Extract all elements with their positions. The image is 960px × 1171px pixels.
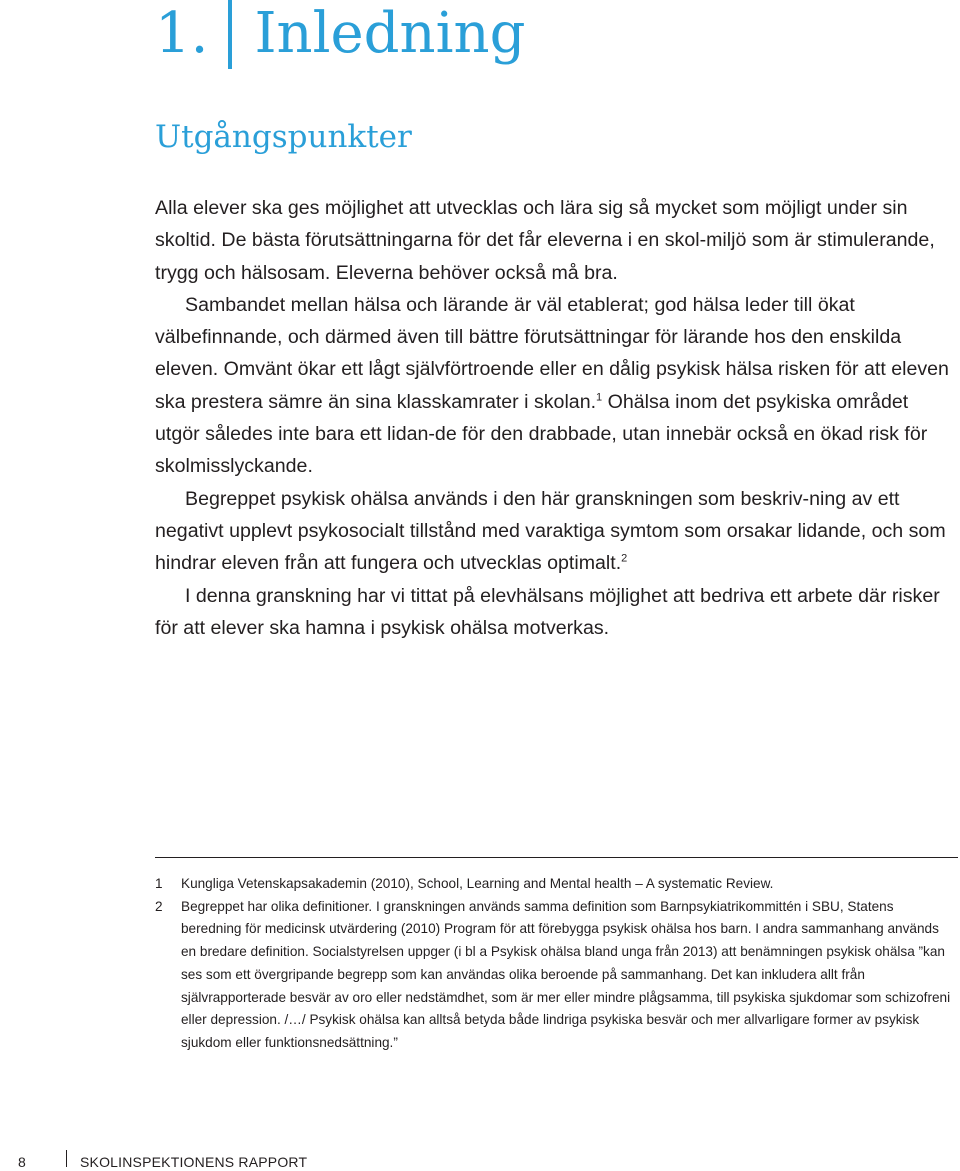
footnote bbox=[155, 873, 955, 896]
paragraph-text: Alla elever ska ges möjlighet att utvecklas och lära sig så mycket som möjligt under sin skoltid. De bästa förutsättningarna för det får eleverna i en skol-miljö som är stimulerande, trygg och hälsosam. Eleverna behöver också må bra. bbox=[155, 197, 935, 284]
paragraph-scope bbox=[155, 580, 955, 645]
paragraph-text: I denna granskning har vi tittat på elevhälsans möjlighet att bedriva ett arbete där risker för att elever ska hamna i psykisk ohälsa motverkas. bbox=[155, 584, 940, 639]
chapter-number: 1. bbox=[155, 1, 209, 66]
paragraph-text: Ohälsa inom det psykiska området utgör således inte bara ett lidan-de för den drabbade, utan innebär också en ökad risk för skolmisslyckande. bbox=[155, 390, 928, 478]
footnote-number: 2 bbox=[155, 898, 163, 914]
paragraph-health-learning bbox=[155, 289, 955, 483]
footnote-text: Begreppet har olika definitioner. I granskningen används samma definition som Barnpsykiatrikommittén i SBU, Statens beredning för medicinsk utvärdering (2010) Program för att förebygga psykisk ohälsa hos barn. I andra sammanhang används en bredare definition. Socialstyrelsen uppger (i bl a Psykisk ohälsa bland unga från 2013) att benämningen psykisk ohälsa ”kan ses som ett övergripande begrepp som kan användas olika beroende på sammanhang. Det kan inkludera allt från självrapporterade besvär av oro eller nedstämdhet, som är mer eller mindre plågsamma, till psykiska sjukdomar som schizofreni eller depression. /…/ Psykisk ohälsa kan alltså betyda både lindriga psykiska besvär och mer allvarligare former av psykisk sjukdom eller funktionsnedsättning.” bbox=[181, 898, 951, 1050]
chapter-heading bbox=[155, 0, 525, 73]
page-number: 8 bbox=[18, 1154, 26, 1170]
page-footer bbox=[0, 1150, 960, 1170]
footnote-ref[interactable]: 2 bbox=[621, 552, 628, 565]
paragraph-definition bbox=[155, 483, 955, 580]
footnote bbox=[155, 896, 955, 1055]
chapter-title: Inledning bbox=[254, 1, 526, 66]
report-title: SKOLINSPEKTIONENS RAPPORT bbox=[80, 1154, 308, 1170]
section-heading: Utgångspunkter bbox=[155, 119, 412, 155]
footnote-separator bbox=[155, 857, 958, 858]
paragraph-intro bbox=[155, 192, 955, 289]
footnote-text: Kungliga Vetenskapsakademin (2010), School, Learning and Mental health – A systematic Review. bbox=[181, 876, 774, 891]
paragraph-text: Sambandet mellan hälsa och lärande är väl etablerat; god hälsa leder till ökat välbefinnande, och därmed även till bättre förutsättningar för lärande hos den enskilda eleven. Omvänt ökar ett lågt självförtroende eller en dålig psykisk hälsa risken för att eleven ska prestera sämre än sina klasskamrater i skolan. bbox=[155, 293, 949, 413]
footnote-number: 1 bbox=[155, 876, 163, 891]
paragraph-text: Begreppet psykisk ohälsa används i den här granskningen som beskriv-ning av ett negativt upplevt psykosocialt tillstånd med varaktiga symtom som orsakar lidande, och som hindrar eleven från att fungera och utvecklas optimalt. bbox=[155, 487, 946, 575]
footnote-ref[interactable]: 1 bbox=[596, 391, 603, 404]
footer-divider bbox=[66, 1150, 67, 1167]
chapter-divider bbox=[228, 0, 232, 69]
footnotes bbox=[155, 873, 955, 1055]
body-text bbox=[155, 192, 955, 644]
